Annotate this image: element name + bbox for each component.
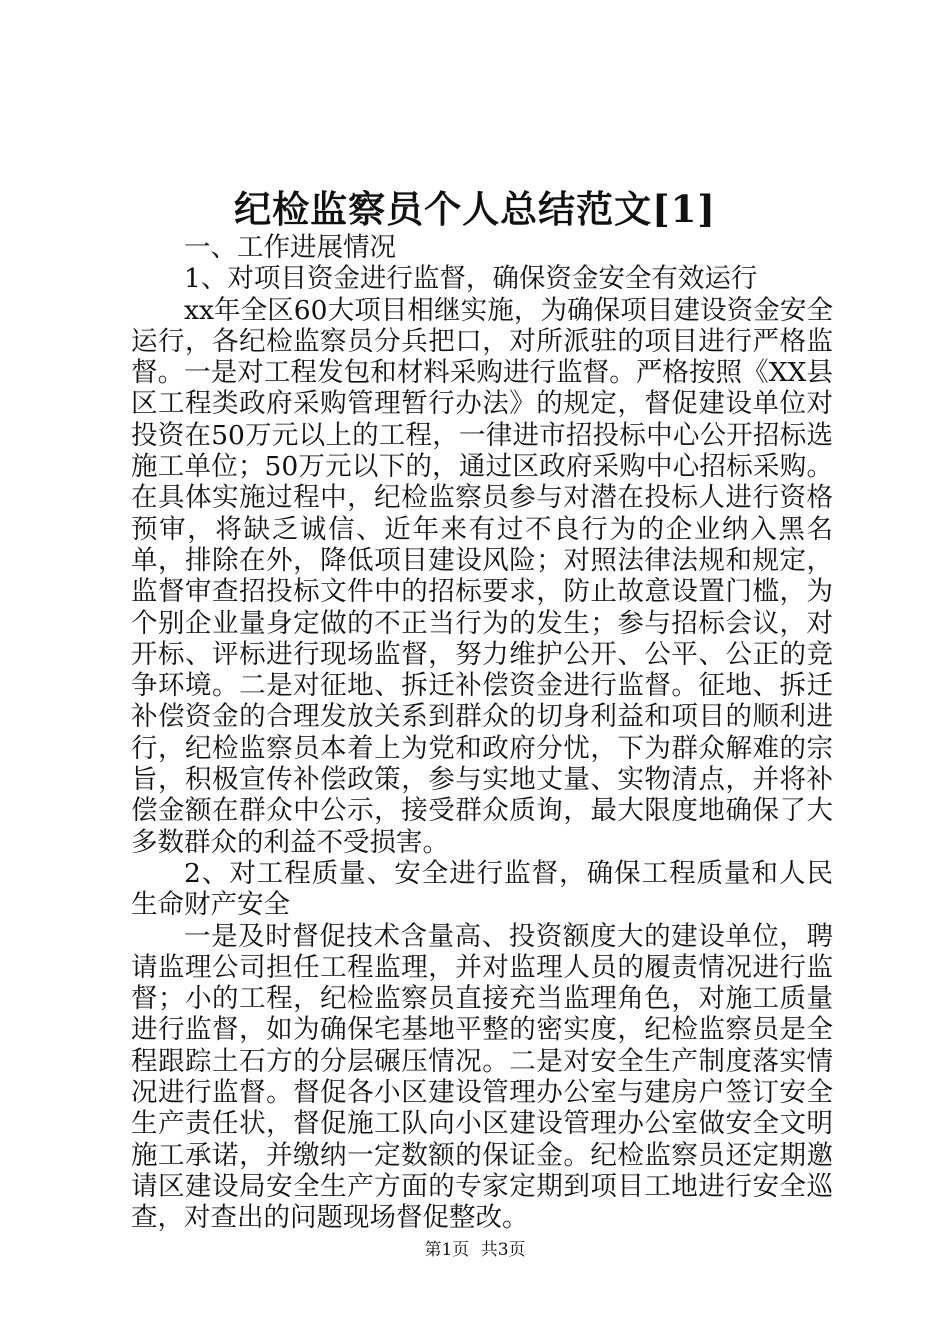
- body-paragraph-2: 一是及时督促技术含量高、投资额度大的建设单位，聘请监理公司担任工程监理，并对监理人员的履责情况进行监督；小的工程，纪检监察员直接充当监理角色，对施工质量进行监督，如为确保宅基地平整的密实度，纪检监察员是全程跟踪土石方的分层碾压情况。二是对安全生产制度落实情况进行监督。督促各小区建设管理办公室与建房户签订安全生产责任状，督促施工队向小区建设管理办公室做安全文明施工承诺，并缴纳一定数额的保证金。纪检监察员还定期邀请区建设局安全生产方面的专家定期到项目工地进行安全巡查，对查出的问题现场督促整改。: [131, 920, 833, 1234]
- page-number: 第1页: [424, 1240, 470, 1260]
- subsection-heading-2: 2、对工程质量、安全进行监督，确保工程质量和人民生命财产安全: [131, 857, 833, 921]
- document-body: [131, 232, 833, 1234]
- page-footer: [0, 1238, 950, 1262]
- subsection-heading-1: 1、对项目资金进行监督，确保资金安全有效运行: [184, 263, 758, 295]
- page-total: 共3页: [480, 1240, 526, 1260]
- body-paragraph-1: xx年全区60大项目相继实施，为确保项目建设资金安全运行，各纪检监察员分兵把口，对所派驻的项目进行严格监督。一是对工程发包和材料采购进行监督。严格按照《XX县区工程类政府采购管理暂行办法》的规定，督促建设单位对投资在50万元以上的工程，一律进市招投标中心公开招标选施工单位；50万元以下的，通过区政府采购中心招标采购。在具体实施过程中，纪检监察员参与对潜在投标人进行资格预审，将缺乏诚信、近年来有过不良行为的企业纳入黑名单，排除在外，降低项目建设风险；对照法律法规和规定，监督审查招投标文件中的招标要求，防止故意设置门槛，为个别企业量身定做的不正当行为的发生；参与招标会议，对开标、评标进行现场监督，努力维护公开、公平、公正的竞争环境。二是对征地、拆迁补偿资金进行监督。征地、拆迁补偿资金的合理发放关系到群众的切身利益和项目的顺利进行，纪检监察员本着上为党和政府分忧，下为群众解难的宗旨，积极宣传补偿政策，参与实地丈量、实物清点，并将补偿金额在群众中公示，接受群众质询，最大限度地确保了大多数群众的利益不受损害。: [131, 294, 833, 858]
- document-title: 纪检监察员个人总结范文[1]: [234, 187, 716, 231]
- section-heading: 一、工作进展情况: [184, 232, 396, 263]
